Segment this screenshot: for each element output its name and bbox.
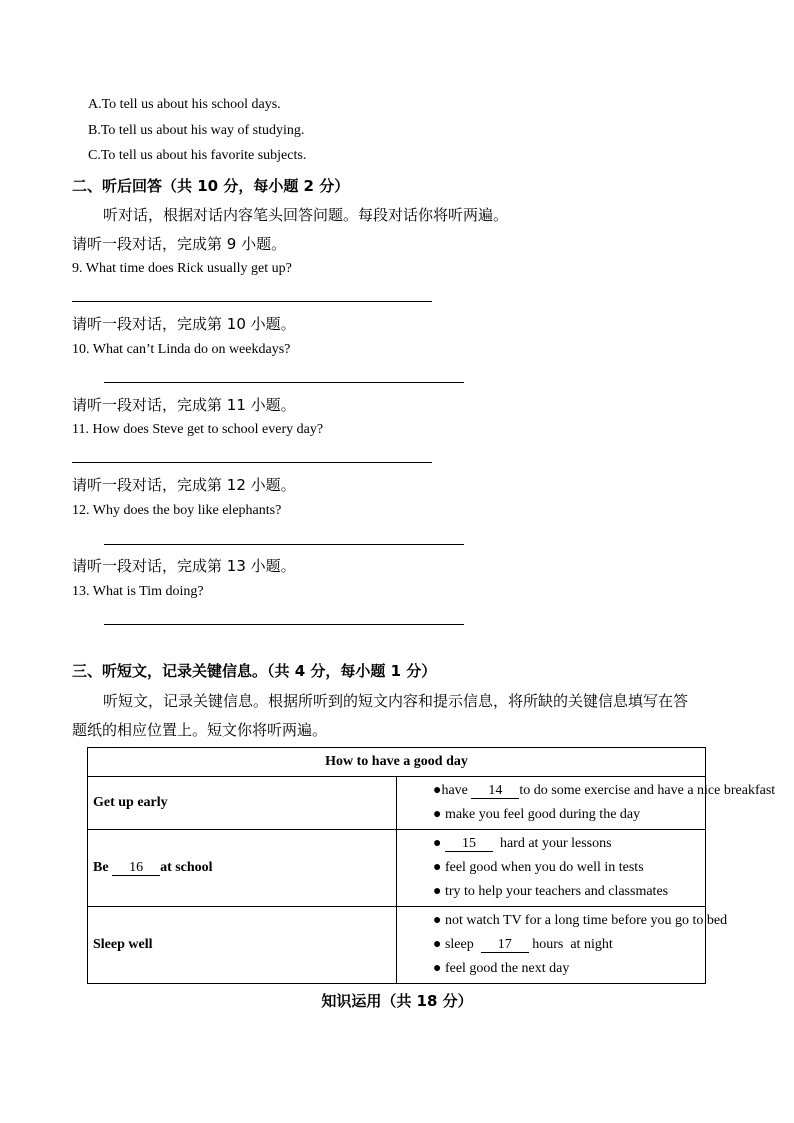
bullet-item: ● 15 hard at your lessons bbox=[433, 836, 612, 851]
bullet-item: ●have 14 to do some exercise and have a nice breakfast bbox=[433, 783, 776, 798]
row-content-get-up-early bbox=[397, 777, 776, 830]
answer-line-9[interactable] bbox=[72, 301, 432, 302]
blank-17[interactable]: 17 bbox=[481, 938, 529, 953]
key-info-table bbox=[87, 747, 776, 984]
section2-instruction: 听对话，根据对话内容笔头回答问题。每段对话你将听两遍。 bbox=[103, 206, 509, 224]
table-header: How to have a good day bbox=[88, 748, 706, 777]
knowledge-application-heading: 知识运用（共 18 分） bbox=[321, 992, 473, 1010]
prompt-9: 请听一段对话，完成第 9 小题。 bbox=[72, 235, 287, 253]
section3-instruction-line1: 听短文，记录关键信息。根据所听到的短文内容和提示信息，将所缺的关键信息填写在答 bbox=[103, 692, 689, 710]
section3-title: 三、听短文，记录关键信息。（共 4 分，每小题 1 分） bbox=[72, 662, 437, 680]
section2-title: 二、听后回答（共 10 分，每小题 2 分） bbox=[72, 177, 350, 195]
row-label-sleep-well: Sleep well bbox=[88, 907, 397, 984]
bullet-item: ● sleep 17 hours at night bbox=[433, 937, 613, 952]
answer-line-12[interactable] bbox=[104, 544, 464, 545]
question-10: 10. What can’t Linda do on weekdays? bbox=[72, 342, 291, 357]
bullet-item: ● try to help your teachers and classmates bbox=[433, 884, 669, 899]
prompt-13: 请听一段对话，完成第 13 小题。 bbox=[72, 557, 296, 575]
blank-15[interactable]: 15 bbox=[445, 837, 493, 852]
row-label-get-up-early: Get up early bbox=[88, 777, 397, 830]
option-b: B.To tell us about his way of studying. bbox=[88, 123, 305, 138]
question-9: 9. What time does Rick usually get up? bbox=[72, 261, 292, 276]
bullet-item: ● feel good the next day bbox=[433, 961, 570, 976]
row-label-be-blank-at-school: Be 16 at school bbox=[88, 830, 397, 907]
question-13: 13. What is Tim doing? bbox=[72, 584, 204, 599]
section3-instruction-line2: 题纸的相应位置上。短文你将听两遍。 bbox=[72, 721, 328, 739]
bullet-item: ● feel good when you do well in tests bbox=[433, 860, 644, 875]
question-11: 11. How does Steve get to school every day? bbox=[72, 422, 324, 437]
row-content-be-at-school bbox=[397, 830, 706, 907]
answer-line-11[interactable] bbox=[72, 462, 432, 463]
bullet-item: ● not watch TV for a long time before you go to bed bbox=[433, 913, 728, 928]
prompt-10: 请听一段对话，完成第 10 小题。 bbox=[72, 315, 296, 333]
blank-14[interactable]: 14 bbox=[471, 784, 519, 799]
option-c: C.To tell us about his favorite subjects. bbox=[88, 148, 307, 163]
bullet-item: ● make you feel good during the day bbox=[433, 807, 641, 822]
prompt-12: 请听一段对话，完成第 12 小题。 bbox=[72, 476, 296, 494]
option-a: A.To tell us about his school days. bbox=[88, 97, 281, 112]
answer-line-13[interactable] bbox=[104, 624, 464, 625]
row-content-sleep-well bbox=[397, 907, 728, 984]
prompt-11: 请听一段对话，完成第 11 小题。 bbox=[72, 396, 296, 414]
answer-line-10[interactable] bbox=[104, 382, 464, 383]
question-12: 12. Why does the boy like elephants? bbox=[72, 503, 282, 518]
blank-16[interactable]: 16 bbox=[112, 861, 160, 876]
